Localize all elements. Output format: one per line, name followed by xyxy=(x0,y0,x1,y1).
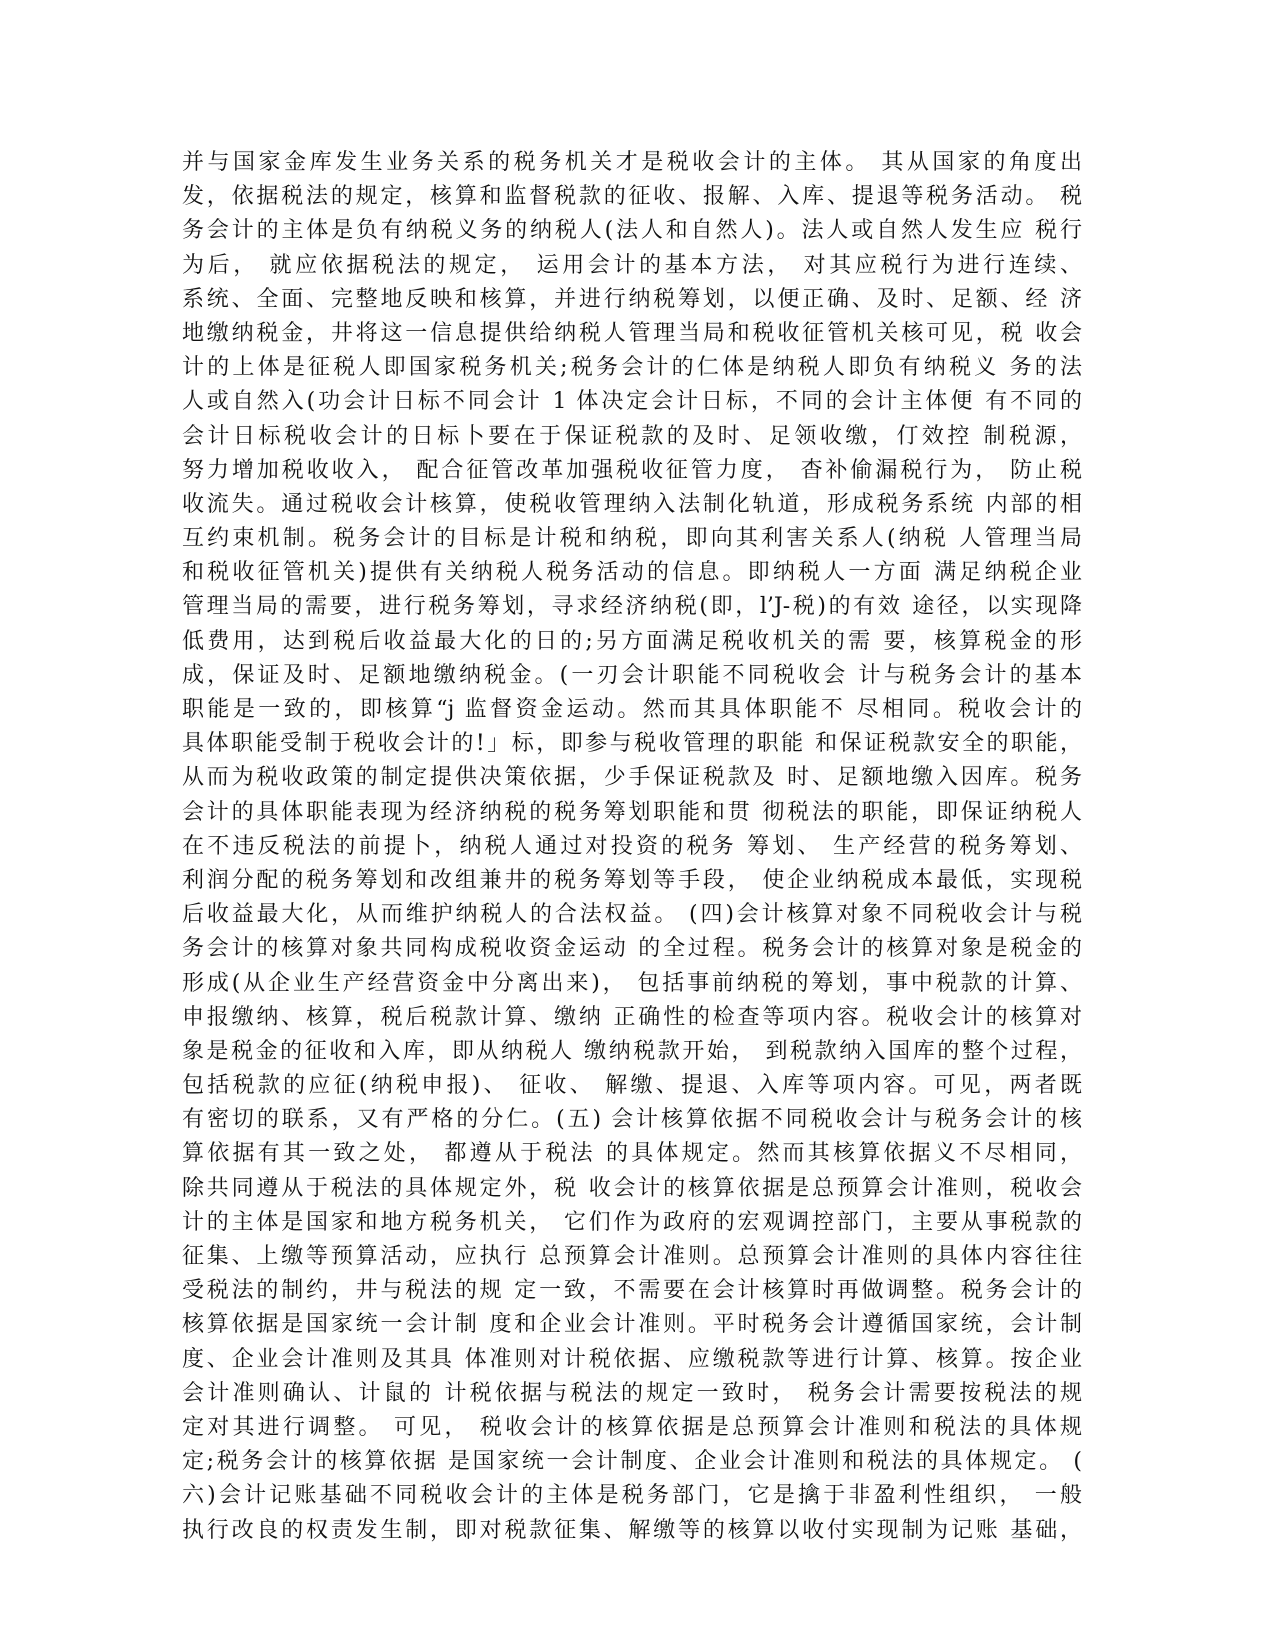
text-line: 定对其进行调整。 可见， 税收会计的核算依据是总预算会计准则和税法的具体规 xyxy=(182,1414,1082,1440)
text-line: 有密切的联系，又有严格的分仁。(五) 会计核算依据不同税收会计与税务会计的核 xyxy=(182,1107,1082,1133)
text-line: 度、企业会计准则及其具 体准则对计税依据、应缴税款等进行计算、核算。按企业 xyxy=(182,1346,1082,1372)
text-line: 人或自然入(功会计日标不同会计 1 体决定会计日标，不同的会计主体便 有不同的 xyxy=(182,389,1082,415)
text-line: 收流失。通过税收会计核算，使税收管理纳入法制化轨道，形成税务系统 内部的相 xyxy=(182,491,1082,517)
text-line: 核算依据是国家统一会计制 度和企业会计准则。平时税务会计遵循国家统，会计制 xyxy=(182,1312,1082,1338)
text-line: 定;税务会计的核算依据 是国家统一会计制度、企业会计准则和税法的具体规定。 ( xyxy=(182,1449,1082,1475)
text-line: 会计日标税收会计的日标卜要在于保证税款的及时、足领收缴，仃效控 制税源， xyxy=(182,423,1082,449)
body-text xyxy=(182,146,1082,1548)
text-line: 征集、上缴等预算活动，应执行 总预算会计准则。总预算会计准则的具体内容往往 xyxy=(182,1244,1082,1269)
text-line: 管理当局的需要，进行税务筹划，寻求经济纳税(即，l’J-税)的有效 途径，以实现降 xyxy=(182,594,1082,620)
text-line: 执行改良的权责发生制，即对税款征集、解缴等的核算以收付实现制为记账 基础， xyxy=(182,1517,1082,1543)
text-line: 具体职能受制于税收会计的!」标，即参与税收管理的职能 和保证税款安全的职能， xyxy=(182,731,1082,757)
text-line: 除共同遵从于税法的具体规定外，税 收会计的核算依据是总预算会计准则，税收会 xyxy=(182,1175,1082,1201)
text-line: 和税收征管机关)提供有关纳税人税务活动的信息。即纳税人一方面 满足纳税企业 xyxy=(182,560,1082,586)
text-line: 后收益最大化，从而维护纳税人的合法权益。 (四)会计核算对象不同税收会计与税 xyxy=(182,902,1082,928)
text-line: 包括税款的应征(纳税申报)、 征收、 解缴、提退、入库等项内容。可见，两者既 xyxy=(182,1073,1082,1099)
text-line: 会计的具体职能表现为经济纳税的税务筹划职能和贯 彻税法的职能，即保证纳税人 xyxy=(182,799,1082,825)
text-line: 在不违反税法的前提卜，纳税人通过对投资的税务 筹划、 生产经营的税务筹划、 xyxy=(182,833,1082,859)
text-line: 努力增加税收收入， 配合征管改革加强税收征管力度， 杳补偷漏税行为， 防止税 xyxy=(182,457,1082,483)
text-line: 六)会计记账基础不同税收会计的主体是税务部门，它是擒于非盈利性组织， 一般 xyxy=(182,1483,1082,1509)
text-line: 会计准则确认、计鼠的 计税依据与税法的规定一致时， 税务会计需要按税法的规 xyxy=(182,1380,1082,1406)
text-line: 地缴纳税金，井将这一信息提供给纳税人管理当局和税收征管机关核可见，税 收会 xyxy=(182,320,1082,346)
text-line: 发，依据税法的规定，核算和监督税款的征收、报解、入库、提退等税务活动。 税 xyxy=(182,184,1082,210)
text-line: 申报缴纳、核算，税后税款计算、缴纳 正确性的检查等项内容。税收会计的核算对 xyxy=(182,1004,1082,1030)
text-line: 形成(从企业生产经营资金中分离出来)， 包括事前纳税的筹划，事中税款的计算、 xyxy=(182,970,1082,996)
text-line: 系统、全面、完整地反映和核算，并进行纳税筹划，以便正确、及时、足额、经 济 xyxy=(182,286,1082,312)
text-line: 象是税金的征收和入库，即从纳税人 缴纳税款开始， 到税款纳入国库的整个过程， xyxy=(182,1038,1082,1064)
text-line: 低费用，达到税后收益最大化的日的;另方面满足税收机关的需 要，核算税金的形 xyxy=(182,628,1082,654)
text-line: 从而为税收政策的制定提供决策依据，少手保证税款及 时、足额地缴入因库。税务 xyxy=(182,765,1082,791)
text-line: 计的主体是国家和地方税务机关， 它们作为政府的宏观调控部门，主要从事税款的 xyxy=(182,1209,1082,1235)
text-line: 成，保证及时、足额地缴纳税金。(一刃会计职能不同税收会 计与税务会计的基本 xyxy=(182,662,1082,688)
text-line: 并与国家金库发生业务关系的税务机关才是税收会计的主体。 其从国家的角度出 xyxy=(182,150,1082,175)
text-line: 务会计的主体是负有纳税义务的纳税人(法人和自然人)。法人或自然人发生应 税行 xyxy=(182,218,1082,244)
text-line: 职能是一致的，即核算“j 监督资金运动。然而其具体职能不 尽相同。税收会计的 xyxy=(182,697,1082,722)
text-line: 算依据有其一致之处， 都遵从于税法 的具体规定。然而其核算依据义不尽相同， xyxy=(182,1141,1082,1167)
text-line: 计的上体是征税人即国家税务机关;税务会计的仁体是纳税人即负有纳税义 务的法 xyxy=(182,355,1082,381)
text-line: 为后， 就应依据税法的规定， 运用会计的基本方法， 对其应税行为进行连续、 xyxy=(182,252,1082,278)
text-line: 受税法的制约，井与税法的规 定一致，不需要在会计核算时再做调整。税务会计的 xyxy=(182,1278,1082,1304)
text-line: 互约束机制。税务会计的目标是计税和纳税，即向其利害关系人(纳税 人管理当局 xyxy=(182,526,1082,552)
text-line: 务会计的核算对象共同构成税收资金运动 的全过程。税务会计的核算对象是税金的 xyxy=(182,936,1082,962)
text-line: 利润分配的税务筹划和改组兼井的税务筹划等手段， 使企业纳税成本最低，实现税 xyxy=(182,867,1082,893)
